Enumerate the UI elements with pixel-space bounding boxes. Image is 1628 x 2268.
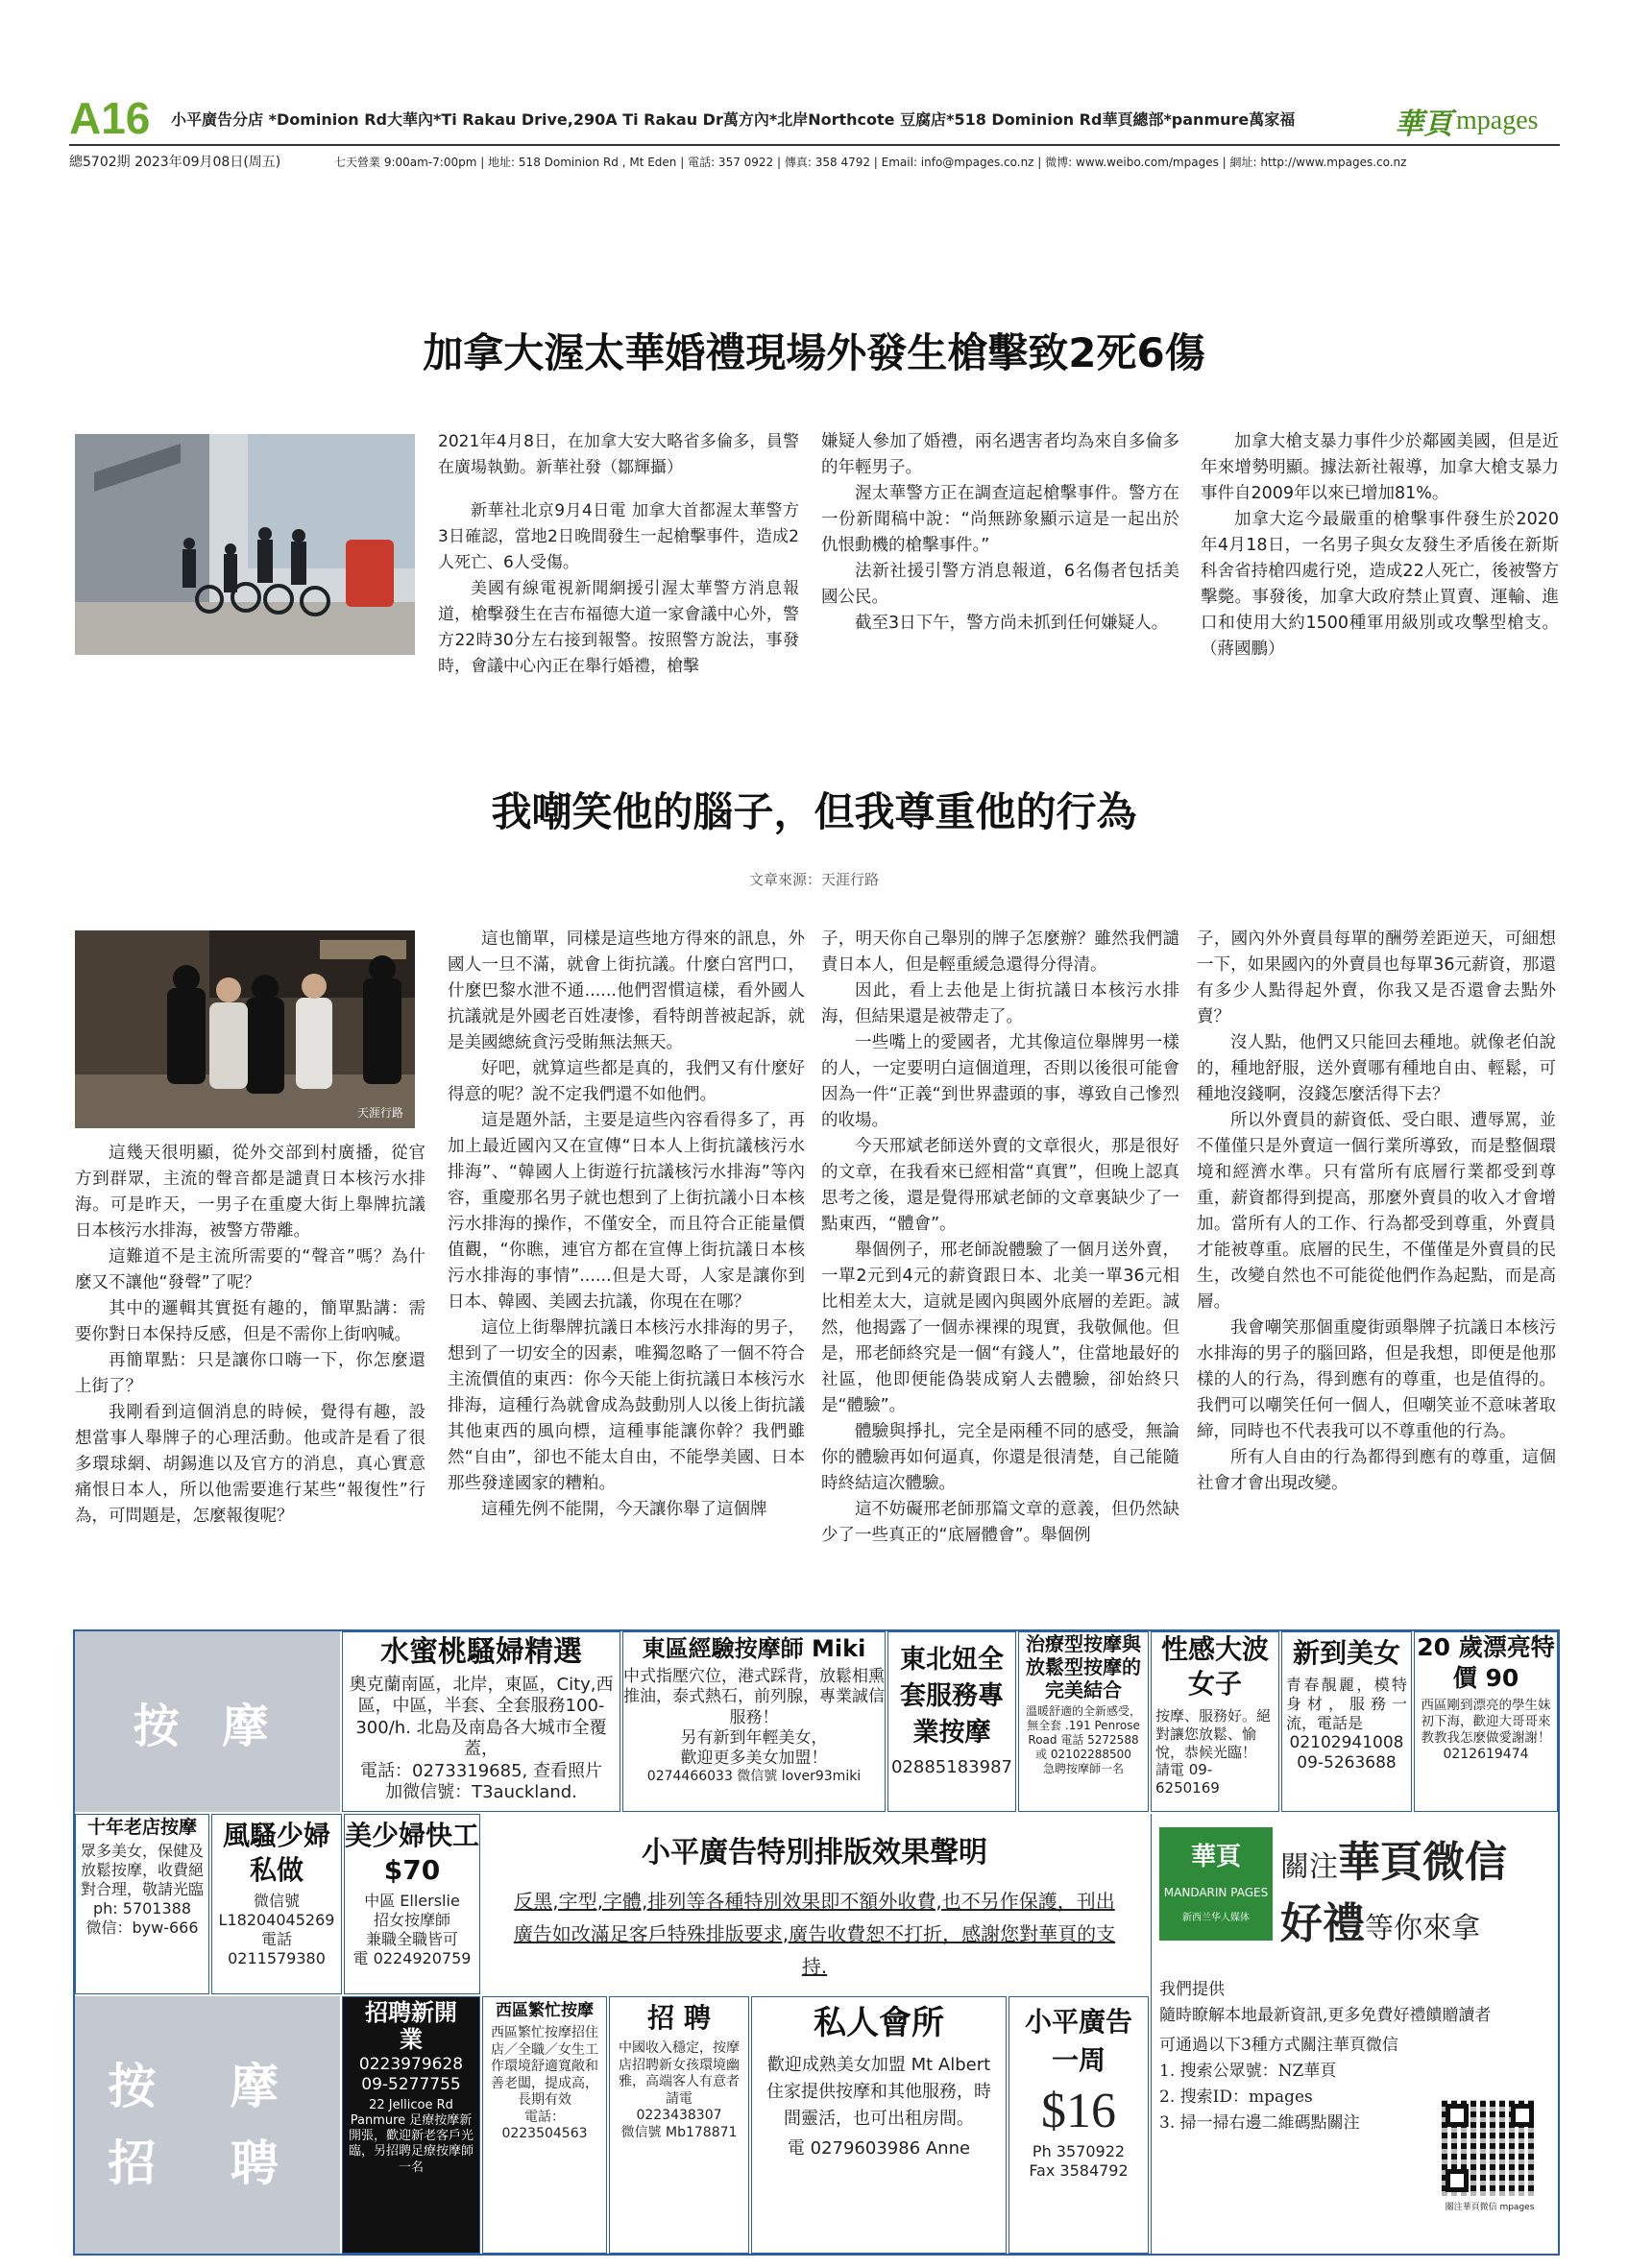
paragraph: 所以外賣員的薪資低、受白眼、遭辱罵，並不僅僅只是外賣這一個行業所導致，而是整個環境和經濟水準。只有當所有底層行業都受到尊重，薪資都得到提高，那麼外賣員的收入才會增加。當所有人的工作、行為都受到尊重，外賣員才能被尊重。底層的民生，不僅僅是外賣員的民生，改變自然也不可能從他們作為起點，而是高層。 [1197,1111,1556,1312]
paragraph: 舉個例子，邢老師說體驗了一個月送外賣，一單2元到4元的薪資跟日本、北美一單36元相比相差太大，這就是國內與國外底層的差距。誠然，他揭露了一個赤裸裸的現實，我敬佩他。但是，邢老師終究是一個“有錢人”，住當地最好的社區，他即便能偽裝成窮人去體驗，卻始終只是“體驗”。 [821,1241,1179,1415]
paragraph: 這不妨礙邢老師那篇文章的意義，但仍然缺少了一些真正的“底層體會”。舉個例 [821,1500,1179,1545]
ad-zhaopin2: 招 聘 中國收入穩定，按摩店招聘新女孩環境幽雅，高端客人有意者請電 0223438307 微信號 Mb178871 [609,1996,749,2254]
article-source: 文章來源：天涯行路 [748,871,879,888]
paragraph: 渥太華警方正在調查這起槍擊事件。警方在一份新聞稿中說：“尚無跡象顯示這是一起出於仇恨動機的槍擊事件。” [821,484,1179,555]
ad-meishaofu: 美少婦快工 $70 中區 Ellerslie 招女按摩師 兼職全職皆可 電 0224920759 [344,1814,480,1994]
paragraph: 我剛看到這個消息的時候，覺得有趣，設想當事人舉牌子的心理活動。他或許是看了很多環球網、胡錫進以及官方的消息，真心實意痛恨日本人，所以他需要進行某些“報復性”行為，可問題是，怎麼報復呢？ [75,1403,425,1526]
article2-col1 [75,1141,425,1530]
article1-col2 [821,429,1179,637]
header-rule [69,144,1560,146]
ad-notice: 小平廣告特別排版效果聲明 反黑,字型,字體,排列等各種特別效果即不額外收費,也不另作保護，刊出廣告如改滿足客戶特殊排版要求,廣告收費恕不打折，感謝您對華頁的支持. [513,1836,1116,1978]
ads-side-massage-recruit: 按 摩 招 聘 [75,1996,340,2254]
logo-en: mpages [1456,106,1539,135]
ad-miki: 東區經驗按摩師 Miki 中式指壓穴位，港式踩背，放鬆相熏推油，泰式熱石，前列腺，專業誠信服務！ 另有新到年輕美女， 歡迎更多美女加盟！ 0274466033 微信號 lover93miki [622,1631,886,1812]
paragraph: 加拿大迄今最嚴重的槍擊事件發生於2020年4月18日，一名男子與女友發生矛盾後在新斯科舍省持槍四處行兇，造成22人死亡，後被警方擊斃。事發後，加拿大政府禁止買賣、運輸、進口和使用大約1500種軍用級別或攻擊型槍支。（蔣國鵬） [1201,510,1559,659]
branch-list: 小平廣告分店 *Dominion Rd大華內*Ti Rakau Drive,290A Ti Rakau Dr萬方內*北岸Northcote 豆腐店*518 Dominion Rd華頁總部*panmure萬家福 [171,110,1296,129]
ad-zhaopin-new: 招聘新開業 0223979628 09-5277755 22 Jellicoe Rd Panmure 足療按摩新開張，歡迎新老客戶光臨，另招聘足療按摩師一名 [342,1996,480,2254]
article1-headline: 加拿大渥太華婚禮現場外發生槍擊致2死6傷 [423,329,1205,376]
logo-cn: 華頁 [1395,108,1452,141]
ad-xinggan: 性感大波女子 按摩、服務好。絕對讓您放鬆、愉悅，恭候光臨！ 請電 09-6250169 [1151,1631,1279,1812]
qr-code-icon[interactable] [1442,2100,1538,2196]
paragraph: 截至3日下午，警方尚未抓到任何嫌疑人。 [855,614,1169,633]
paragraph: 體驗與掙扎，完全是兩種不同的感受，無論你的體驗再如何逼真，你還是很清楚，自己能隨時終結這次體驗。 [821,1422,1179,1493]
article2-col4 [1197,927,1556,1497]
paragraph: 好吧，就算這些都是真的，我們又有什麼好得意的呢？說不定我們還不如他們。 [448,1059,805,1104]
ad-xiaoping: 小平廣告一周 $16 Ph 3570922 Fax 3584792 [1008,1996,1149,2254]
article2-col2 [448,927,805,1523]
paragraph: 這是題外話，主要是這些內容看得多了，再加上最近國內又在宣傳“日本人上街抗議核污水排海”、“韓國人上街遊行抗議核污水排海”等內容，重慶那名男子就也想到了上街抗議小日本核污水排海的操作，不僅安全，而且符合正能量價值觀，“你瞧，連官方都在宣傳上街抗議日本核污水排海的事情”......但是大哥，人家是讓你到日本、韓國、美國去抗議，你現在在哪？ [448,1111,805,1312]
wechat-block [1151,1814,1558,2254]
photo-watermark: 天涯行路 [356,1106,403,1120]
paragraph: 這幾天很明顯，從外交部到村廣播，從官方到群眾，主流的聲音都是譴責日本核污水排海。可是昨天，一男子在重慶大街上舉牌抗議日本核污水排海，被警方帶離。 [75,1144,425,1241]
paragraph: 其中的邏輯其實挺有趣的，簡單點講：需要你對日本保持反感，但是不需你上街吶喊。 [75,1299,425,1344]
article1-col1 [438,429,799,680]
paragraph: 一些嘴上的愛國者，尤其像這位舉牌男一樣的人，一定要明白這個道理，否則以後很可能會因為一件“正義“到世界盡頭的事，導致自己慘烈的收場。 [821,1033,1179,1130]
paragraph: 美國有線電視新聞網援引渥太華警方消息報道，槍擊發生在吉布福德大道一家會議中心外，警方22時30分左右接到報警。按照警方說法，事發時，會議中心內正在舉行婚禮，槍擊 [438,579,799,676]
paragraph: 子，國內外外賣員每單的酬勞差距逆天，可細想一下，如果國內的外賣員也每單36元薪資，那還有多少人點得起外賣，你我又是否還會去點外賣？ [1197,929,1556,1026]
wechat-headline: 關注華頁微信 好禮等你來拿 [1280,1838,1507,1948]
article2-col3 [821,927,1179,1549]
paragraph: 因此，看上去他是上街抗議日本核污水排海，但結果還是被帶走了。 [821,981,1179,1026]
paragraph: 今天邢斌老師送外賣的文章很火，那是很好的文章，在我看來已經相當“真實”，但晚上認真思考之後，還是覺得邢斌老師的文章裏缺少了一點東西，“體會”。 [821,1137,1179,1234]
ad-siren: 私人會所 歡迎成熟美女加盟 Mt Albert 住家提供按摩和其他服務，時間靈活，也可出租房間。 電 0279603986 Anne [751,1996,1007,2254]
ad-xiqu: 西區繁忙按摩 西區繁忙按摩招住店／全職／女生工作環境舒適寬敞和善老闆，提成高，長期有效 電話： 0223504563 [482,1996,607,2254]
article1-col3 [1201,429,1559,663]
page-number: A16 [69,93,151,143]
police-photo [75,434,415,655]
wechat-desc: 我們提供 隨時瞭解本地最新資訊,更多免費好禮饋贈讀者 可通過以下3種方式關注華頁微信 1. 搜索公眾號：NZ華頁 2. 搜索ID：mpages 3. 掃一掃右邊二維碼點關注 [1159,1980,1492,2133]
photo-caption: 2021年4月8日，在加拿大安大略省多倫多，員警在廣場執勤。新華社發（鄒輝攝） [438,432,799,477]
ads-side-massage: 按 摩 [75,1631,340,1812]
ad-fengsao: 風騷少婦私做 微信號 L18204045269 電話 0211579380 [211,1814,342,1994]
protest-photo [75,930,415,1128]
ad-shuimitao: 水蜜桃騷婦精選 奧克蘭南區，北岸，東區，City,西區，中區，半套、全套服務100-300/h. 北島及南島各大城市全覆蓋， 電話：0273319685, 查看照片 加微信號：T3auckland. [342,1631,620,1812]
contact-info: 七天營業 9:00am-7:00pm | 地址: 518 Dominion Rd , Mt Eden | 電話: 357 0922 | 傳真: 358 4792 | Email: info@mpages.co.nz | 微博: www.weibo.com/mpages | 網址: http://www.mpages.co.nz [334,156,1407,169]
paragraph: 新華社北京9月4日電 加拿大首都渥太華警方3日確認，當地2日晚間發生一起槍擊事件，造成2人死亡、6人受傷。 [438,501,799,572]
ad-xindao: 新到美女 青春靚麗，模特身材，服務一流，電話是 02102941008 09-5263688 [1281,1631,1412,1812]
paragraph: 所有人自由的行為都得到應有的尊重，這個社會才會出現改變。 [1197,1448,1556,1493]
issue-date: 總5702期 2023年09月08日(周五) [69,155,281,170]
paragraph: 沒人點，他們又只能回去種地。就像老伯說的，種地舒服，送外賣哪有種地自由、輕鬆，可種地沒錢啊，沒錢怎麼活得下去？ [1197,1033,1556,1104]
mpages-logo [1395,100,1539,142]
paragraph: 這難道不是主流所需要的“聲音”嗎？為什麼又不讓他“發聲”了呢？ [75,1247,425,1292]
article2-headline: 我嘲笑他的腦子，但我尊重他的行為 [491,788,1137,835]
qr-caption: 關注華頁微信 mpages [1445,2203,1535,2212]
paragraph: 這種先例不能開，今天讓你舉了這個牌 [481,1500,767,1519]
ad-zhiliao: 治療型按摩與放鬆型按摩的完美結合 溫暖舒適的全新感受， 無全套 .191 Penrose Road 電話 5272588 或 02102288500 急聘按摩師一名 [1018,1631,1149,1812]
paragraph: 子，明天你自己舉別的牌子怎麼辦？雖然我們譴責日本人，但是輕重緩急還得分得清。 [821,929,1179,975]
paragraph: 這也簡單，同樣是這些地方得來的訊息，外國人一旦不滿，就會上街抗議。什麼白宮門口，什麼巴黎水泄不通......他們習慣這樣，看外國人抗議就是外國老百姓凄慘，看特朗普被起訴，就是美國總統貪污受賄無法無天。 [448,929,805,1052]
paragraph: 這位上街舉牌抗議日本核污水排海的男子，想到了一切安全的因素，唯獨忽略了一個不符合主流價值的東西：你今天能上街抗議日本核污水排海，這種行為就會成為鼓動別人以後上街抗議其他東西的風向標，這種事能讓你幹？我們雖然“自由”，卻也不能太自由，不能學美國、日本那些發達國家的糟粕。 [448,1318,805,1493]
ad-shinian: 十年老店按摩 眾多美女，保健及放鬆按摩，收費絕對合理，敬請光臨 ph: 5701388 微信：byw-666 [75,1814,209,1994]
mandarin-pages-logo: 華頁 MANDARIN PAGES 新西兰华人媒体 [1159,1827,1273,1941]
paragraph: 再簡單點：只是讓你口嗨一下，你怎麼還上街了？ [75,1351,425,1396]
ad-twenty: 20 歲漂亮特價 90 西區剛到漂亮的學生妹初下海，歡迎大哥哥來教教我怎麼做愛謝謝！ 0212619474 [1414,1631,1558,1812]
ad-dongbei: 東北妞全套服務專業按摩 02885183987 [887,1631,1016,1812]
paragraph: 我會嘲笑那個重慶街頭舉牌子抗議日本核污水排海的男子的腦回路，但是我想，即便是他那樣的人的行為，得到應有的尊重，也是值得的。我們可以嘲笑任何一個人，但嘲笑並不意味著取締，同時也不代表我可以不尊重他的行為。 [1197,1318,1556,1441]
paragraph: 嫌疑人參加了婚禮，兩名遇害者均為來自多倫多的年輕男子。 [821,432,1179,477]
paragraph: 加拿大槍支暴力事件少於鄰國美國，但是近年來增勢明顯。據法新社報導，加拿大槍支暴力事件自2009年以來已增加81%。 [1201,432,1559,503]
paragraph: 法新社援引警方消息報道，6名傷者包括美國公民。 [821,562,1179,607]
